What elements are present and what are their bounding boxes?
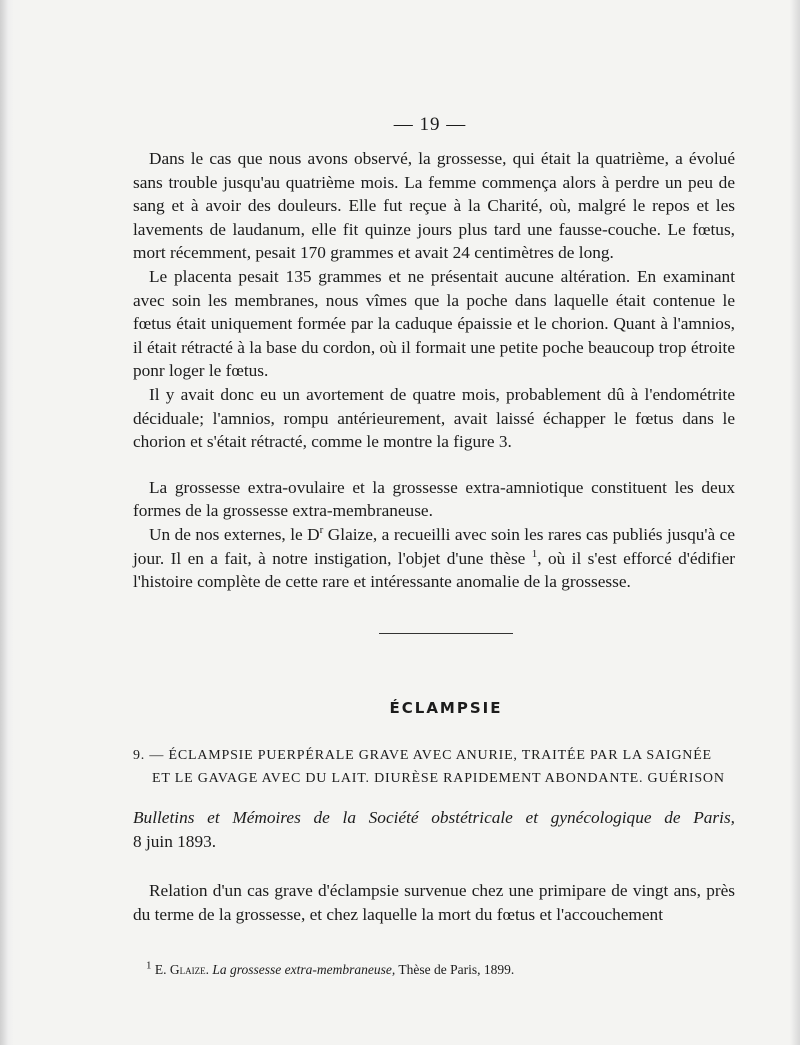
entry-heading-line-1: 9. — ÉCLAMPSIE PUERPÉRALE GRAVE AVEC ANURIE, TRAITÉE PAR LA SAIGNÉE [133, 748, 712, 764]
glaize-text-start: Un de nos externes, le D [149, 524, 320, 544]
footnote-rest: Thèse de Paris, 1899. [398, 962, 515, 977]
paragraph-abortion: Il y avait donc eu un avortement de quatre mois, probablement dû à l'endométrite déciduale; l'amnios, rompu antérieurement, avait laissé échapper le fœtus dans le chorion et s'était rétracté, comme le montre la figure 3. [133, 384, 735, 452]
paragraph-glaize [133, 523, 735, 594]
page-left-edge-shadow [0, 0, 14, 1045]
citation-journal: Bulletins et Mémoires de la Société obstétricale et gynécologique de Paris, [133, 808, 735, 828]
paragraph-placenta: Le placenta pesait 135 grammes et ne présentait aucune altération. En examinant avec soin les membranes, nous vîmes que la poche dans laquelle était contenue le fœtus était uniquement formée par la caduque épaissie et le chorion. Quant à l'amnios, il était rétracté à la base du cordon, où il formait une petite poche beaucoup trop étroite ponr loger le fœtus. [133, 266, 735, 381]
citation-date: 8 juin 1893. [133, 832, 217, 852]
footnote-title: La grossesse extra-membraneuse, [212, 962, 396, 977]
section-separator-rule [379, 633, 513, 634]
footnote-author: E. Glaize. [154, 962, 209, 977]
entry-heading [133, 744, 735, 790]
page-number: — 19 — [393, 114, 467, 135]
paragraph-case-observed: Dans le cas que nous avons observé, la grossesse, qui était la quatrième, a évolué sans trouble jusqu'au quatrième mois. La femme commença alors à perdre un peu de sang et à avoir des douleurs. Elle fut reçue à la Charité, où, malgré le repos et les lavements de laudanum, elle fit quinze jours plus tard une fausse-couche. Le fœtus, mort récemment, pesait 170 grammes et avait 24 centimètres de long. [133, 149, 735, 263]
footnote [146, 959, 706, 978]
paragraph-eclampsia-case: Relation d'un cas grave d'éclampsie survenue chez une primipare de vingt ans, près du terme de la grossesse, et chez laquelle la mort du fœtus et l'accouchement [133, 881, 735, 924]
glaize-text-middle: Glaize, a recueilli avec soin les rares cas publiés jusqu'à ce jour. Il en a fait, à notre instigation, l'objet d'une thèse [133, 524, 736, 568]
page-right-edge-shadow [790, 0, 800, 1045]
citation [133, 806, 735, 854]
glaize-text-end: , où il s'est efforcé d'édifier l'histoire complète de cette rare et intéressante anomalie de la grossesse. [133, 548, 735, 592]
page-body [133, 147, 735, 926]
footnote-reference: 1 [531, 547, 538, 560]
doctor-abbrev-sup: r [319, 524, 324, 537]
footnote-marker: 1 [146, 959, 152, 972]
entry-heading-line-2: ET LE GAVAGE AVEC DU LAIT. DIURÈSE RAPIDEMENT ABONDANTE. GUÉRISON [152, 771, 725, 787]
section-title: ÉCLAMPSIE [389, 698, 503, 717]
paragraph-forms: La grossesse extra-ovulaire et la grossesse extra-amniotique constituent les deux formes de la grossesse extra-membraneuse. [133, 477, 735, 521]
